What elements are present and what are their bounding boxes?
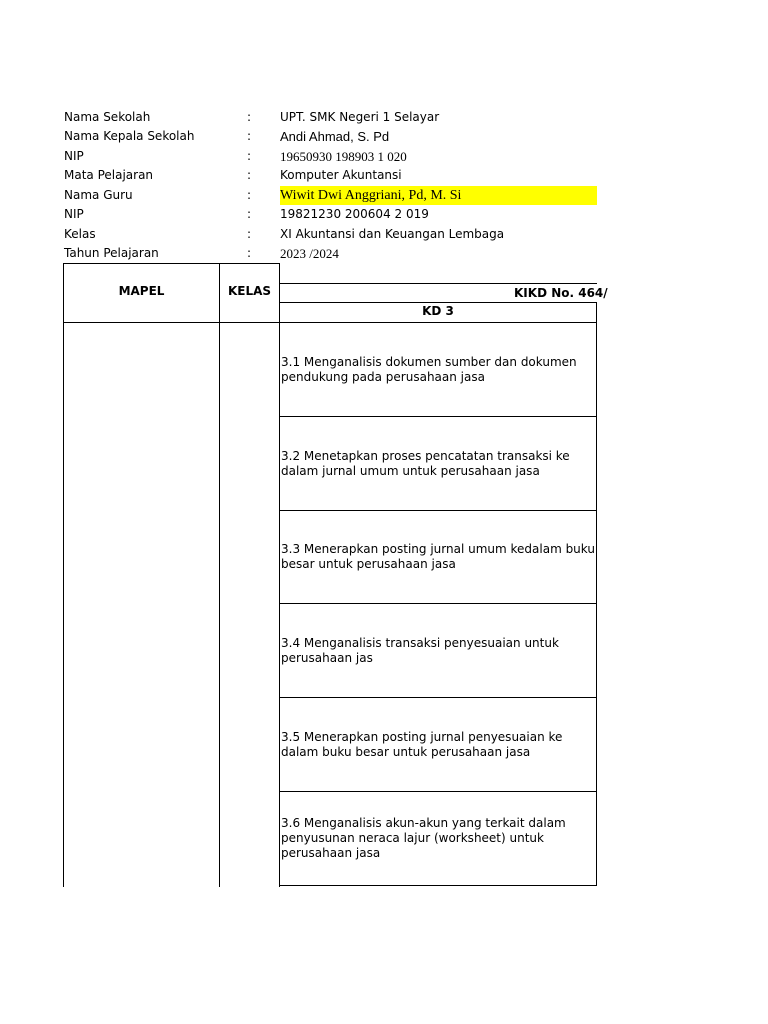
kd-cell-3-2	[281, 417, 595, 510]
table-border-top	[63, 263, 280, 264]
info-row-nama-guru	[64, 186, 598, 205]
table-divider-kelas	[279, 263, 280, 887]
header-kikd-text: KIKD No. 464/	[514, 286, 608, 300]
info-colon: :	[247, 246, 252, 260]
kd-text: 3.4 Menganalisis transaksi penyesuaian untuk perusahaan jas	[281, 635, 559, 665]
kd-cell-3-4	[281, 604, 595, 697]
header-kd3: KD 3	[422, 304, 454, 318]
info-row-nip-guru	[64, 205, 598, 224]
table-line-row-6	[280, 885, 597, 886]
info-row-nama-sekolah	[64, 108, 598, 127]
header-kikd	[280, 284, 608, 302]
info-label: NIP	[64, 207, 84, 221]
info-row-nip-kepala	[64, 147, 598, 166]
header-kelas: KELAS	[227, 284, 272, 298]
table-border-right	[596, 302, 597, 886]
header-mapel: MAPEL	[118, 284, 165, 298]
table-divider-mapel	[219, 263, 220, 887]
kd-cell-3-5	[281, 698, 595, 791]
info-colon: :	[247, 207, 252, 221]
info-row-kelas	[64, 225, 598, 244]
info-row-mata-pelajaran	[64, 166, 598, 185]
kd-text: 3.2 Menetapkan proses pencatatan transaksi ke dalam jurnal umum untuk perusahaan jasa	[281, 448, 570, 478]
info-value: XI Akuntansi dan Keuangan Lembaga	[280, 227, 505, 241]
info-label: Tahun Pelajaran	[64, 246, 159, 260]
info-value: 19650930 198903 1 020	[280, 149, 407, 164]
kd-cell-3-3	[281, 511, 595, 603]
kd-text: 3.3 Menerapkan posting jurnal umum kedalam buku besar untuk perusahaan jasa	[281, 542, 595, 571]
kd-text: 3.1 Menganalisis dokumen sumber dan dokumen pendukung pada perusahaan jasa	[281, 354, 577, 384]
info-colon: :	[247, 129, 252, 143]
info-value: Andi Ahmad, S. Pd	[280, 129, 390, 144]
info-value: Komputer Akuntansi	[280, 168, 402, 182]
info-label: NIP	[64, 149, 84, 163]
info-row-kepala-sekolah	[64, 127, 598, 146]
info-value: 19821230 200604 2 019	[280, 207, 429, 221]
info-colon: :	[247, 110, 252, 124]
info-row-tahun-pelajaran	[64, 244, 598, 263]
info-colon: :	[247, 227, 252, 241]
info-value: 2023 /2024	[280, 246, 339, 261]
info-colon: :	[247, 188, 252, 202]
info-colon: :	[247, 149, 252, 163]
kd-cell-3-6	[281, 792, 595, 885]
info-colon: :	[247, 168, 252, 182]
table-border-left	[63, 263, 64, 887]
info-label: Nama Guru	[64, 188, 133, 202]
info-label: Kelas	[64, 227, 96, 241]
info-value: UPT. SMK Negeri 1 Selayar	[280, 110, 440, 124]
kd-text: 3.5 Menerapkan posting jurnal penyesuaian ke dalam buku besar untuk perusahaan jasa	[281, 729, 563, 759]
table-line-kd3-top	[280, 302, 597, 303]
info-label: Nama Sekolah	[64, 110, 151, 124]
info-label: Mata Pelajaran	[64, 168, 154, 182]
info-value-highlighted: Wiwit Dwi Anggriani, Pd, M. Si	[280, 186, 597, 205]
info-label: Nama Kepala Sekolah	[64, 129, 195, 143]
kd-cell-3-1	[281, 323, 595, 416]
kd-text: 3.6 Menganalisis akun-akun yang terkait dalam penyusunan neraca lajur (worksheet) untuk perusahaan jasa	[281, 816, 566, 860]
